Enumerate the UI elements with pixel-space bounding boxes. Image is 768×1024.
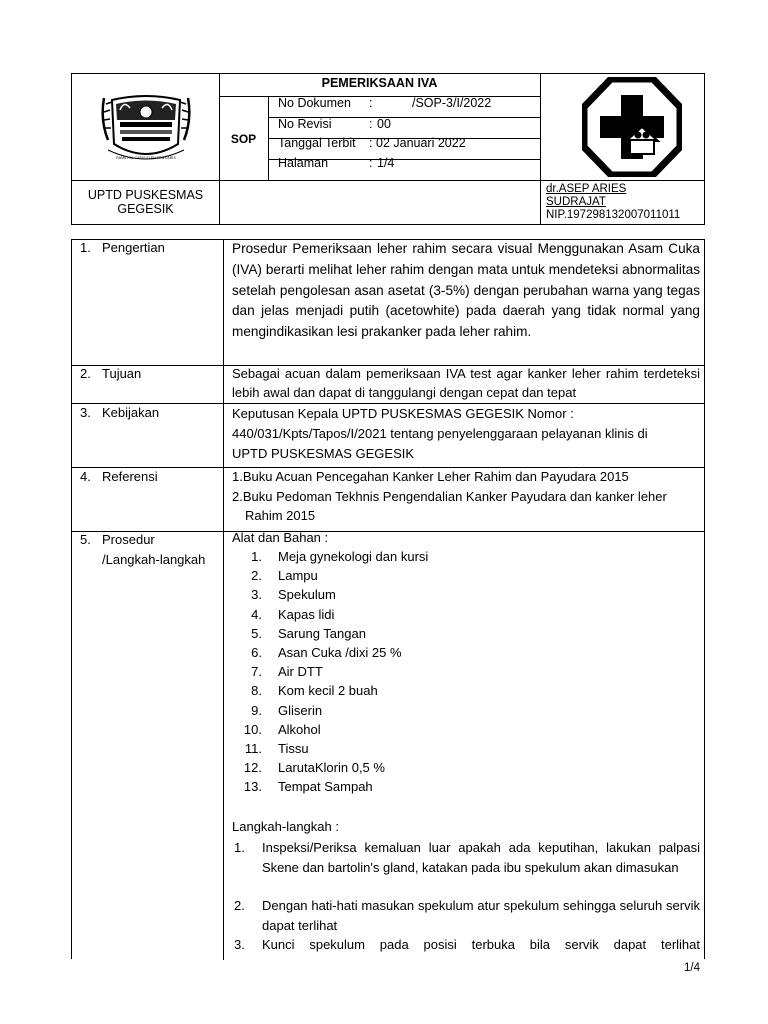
health-cross-icon (582, 77, 682, 177)
document-title: PEMERIKSAAN IVA (321, 76, 438, 90)
tool-item (232, 779, 532, 798)
tool-item-number: 13. (243, 779, 262, 795)
tool-item (232, 760, 532, 779)
tool-item-text: Meja gynekologi dan kursi (278, 549, 429, 564)
tool-item-text: LarutaKlorin 0,5 % (278, 760, 385, 776)
tool-item-text: Asan Cuka /dixi 25 % (278, 645, 402, 660)
regency-logo (100, 90, 192, 170)
tool-item-text: Kom kecil 2 buah (278, 683, 378, 699)
step-item (234, 935, 700, 955)
meta-key-no-revisi: No Revisi (278, 117, 332, 131)
tool-item-text: Lampu (278, 568, 318, 584)
page-number: 1/4 (684, 962, 700, 974)
tool-item-number: 4. (251, 606, 262, 622)
puskesmas-logo (582, 77, 682, 177)
tool-item (232, 549, 532, 568)
tool-item-number: 8. (251, 683, 262, 699)
row-number: 2. (80, 366, 91, 381)
steps-heading: Langkah-langkah : (232, 819, 339, 834)
tool-item (232, 607, 532, 626)
tool-item-number: 2. (251, 568, 262, 584)
meta-sep: : (369, 96, 373, 110)
tool-item-text: Kapas lidi (278, 606, 335, 622)
tool-item-number: 3. (251, 587, 262, 603)
tool-item-number: 5. (251, 625, 262, 641)
tujuan-content (232, 364, 700, 403)
row-label-referensi: Referensi (102, 469, 158, 484)
meta-key-no-dokumen: No Dokumen (278, 96, 351, 110)
row-label-prosedur-line2: /Langkah-langkah (102, 552, 206, 567)
tool-item (232, 568, 532, 587)
kebijakan-line1: Keputusan Kepala UPTD PUSKESMAS GEGESIK Nomor : (232, 406, 574, 421)
tool-item (232, 741, 532, 760)
row-number: 5. (80, 532, 91, 547)
meta-value-halaman: 1/4 (377, 156, 395, 170)
kebijakan-line3: UPTD PUSKESMAS GEGESIK (232, 446, 415, 461)
meta-sep: : (369, 156, 373, 170)
tool-item-text: Spekulum (278, 587, 336, 603)
kebijakan-content (232, 404, 700, 464)
tool-item-number: 9. (251, 702, 262, 718)
tool-item-number: 6. (251, 645, 262, 660)
prosedur-content (232, 530, 700, 960)
tool-item-number: 11. (244, 741, 262, 756)
tool-item (232, 703, 532, 722)
row-label-tujuan: Tujuan (102, 366, 142, 381)
pengertian-content (232, 239, 700, 343)
meta-sep: : (369, 136, 373, 150)
row-number: 1. (80, 240, 91, 255)
tool-item-number: 12. (243, 760, 262, 776)
meta-value-no-dokumen: /SOP-3/I/2022 (412, 96, 492, 110)
kebijakan-line2: 440/031/Kpts/Tapos/I/2021 tentang penyelenggaraan pelayanan klinis di (232, 426, 648, 441)
step-item-number: 1. (234, 840, 245, 855)
row-number: 3. (80, 405, 91, 420)
row-number: 4. (80, 469, 91, 484)
tool-item-text: Alkohol (278, 721, 321, 737)
tool-item (232, 722, 532, 741)
meta-value-no-revisi: 00 (377, 117, 391, 131)
signer-nip: NIP.197298132007011011 (546, 209, 681, 221)
referensi-item-2-line2: Rahim 2015 (245, 508, 316, 523)
tool-item (232, 645, 532, 664)
tools-heading: Alat dan Bahan : (232, 530, 329, 545)
tool-item-text: Tempat Sampah (278, 779, 373, 795)
tool-item (232, 626, 532, 645)
tool-item-text: Tissu (278, 741, 309, 756)
sop-body-table (71, 239, 705, 959)
meta-key-halaman: Halaman (278, 156, 329, 170)
meta-sep: : (369, 117, 373, 131)
tool-item-number: 1. (251, 549, 262, 564)
step-item (234, 838, 700, 877)
org-name-line1: UPTD PUSKESMAS (87, 188, 204, 202)
row-label-kebijakan: Kebijakan (102, 405, 160, 420)
step-item-text: Kunci spekulum pada posisi terbuka bila servik dapat terlihat (262, 937, 700, 952)
referensi-content (232, 467, 700, 526)
sop-label: SOP (230, 132, 257, 146)
tool-item-number: 10. (243, 721, 262, 737)
tool-item-number: 7. (251, 664, 262, 680)
signer-name-line2: SUDRAJAT (546, 196, 606, 208)
tool-item-text: Sarung Tangan (278, 625, 366, 641)
step-item-number: 3. (234, 937, 245, 952)
signer-name-line1: dr.ASEP ARIES (546, 183, 627, 195)
step-item-number: 2. (234, 898, 245, 913)
referensi-item-1: 1.Buku Acuan Pencegahan Kanker Leher Rahim dan Payudara 2015 (232, 469, 629, 484)
step-item-text: Inspeksi/Periksa kemaluan luar apakah ada keputihan, lakukan palpasi Skene dan bartolin's gland, katakan pada ibu spekulum akan dimasukan (262, 840, 700, 875)
referensi-item-2-line1: 2.Buku Pedoman Tekhnis Pengendalian Kanker Payudara dan kanker leher (232, 488, 667, 504)
tool-item (232, 587, 532, 606)
step-item-text: Dengan hati-hati masukan spekulum atur spekulum sehingga seluruh servik dapat terlihat (262, 898, 700, 933)
tool-item (232, 683, 532, 702)
org-name-line2: GEGESIK (117, 202, 174, 216)
tool-item (232, 664, 532, 683)
row-label-pengertian: Pengertian (102, 240, 165, 255)
header-table (71, 73, 705, 225)
tujuan-text: Sebagai acuan dalam pemeriksaan IVA test agar kanker leher rahim terdeteksi lebih awal dan dapat di tanggulangi dengan cepat dan tepat (232, 366, 700, 401)
row-label-prosedur: Prosedur (102, 532, 155, 547)
tool-item-text: Air DTT (278, 664, 323, 680)
pengertian-text: Prosedur Pemeriksaan leher rahim secara visual Menggunakan Asam Cuka (IVA) berarti melihat leher rahim dengan mata untuk mendeteksi abnormalitas setelah pengolesan asan asetat (3-5%) dengan perubahan warna yang tegas dan jelas menjadi putih (acetowhite) pada daerah yang tidak normal yang mengindikasikan lesi prakanker pada leher rahim. (232, 241, 700, 340)
tool-item-text: Gliserin (278, 702, 323, 718)
step-item (234, 896, 700, 935)
meta-value-tanggal-terbit: 02 Januari 2022 (376, 136, 466, 150)
meta-key-tanggal-terbit: Tanggal Terbit (278, 136, 356, 150)
logo-motto: RAMA PAL CARIS ELEN PRA CARIS (116, 156, 176, 160)
